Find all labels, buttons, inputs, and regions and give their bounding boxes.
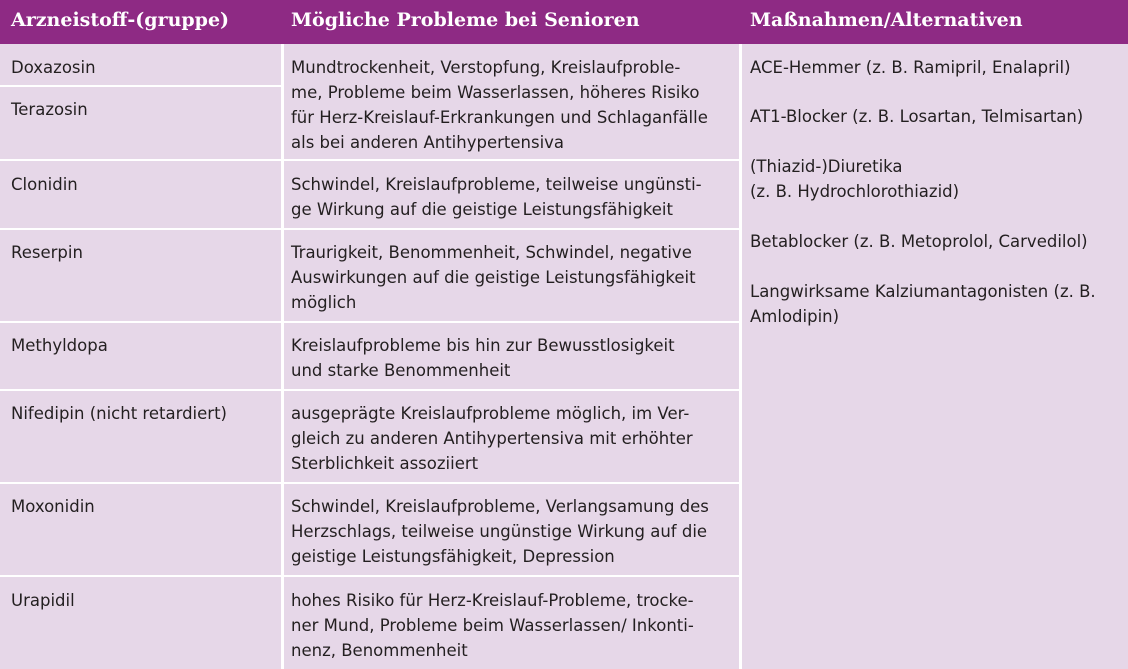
problem-line: Schwindel, Kreislaufprobleme, Verlangsamung des bbox=[291, 497, 709, 516]
problem-line: geistige Leistungsfähigkeit, Depression bbox=[291, 547, 615, 566]
row-divider bbox=[0, 85, 281, 87]
problem-line: me, Probleme beim Wasserlassen, höheres Risiko bbox=[291, 83, 700, 102]
drug-name: Methyldopa bbox=[11, 336, 108, 355]
drug-name: Urapidil bbox=[11, 591, 75, 610]
problem-text bbox=[291, 588, 736, 663]
alternative-line: AT1-Blocker (z. B. Losartan, Telmisartan) bbox=[750, 107, 1084, 126]
row-divider bbox=[0, 321, 741, 323]
drug-name: Clonidin bbox=[11, 175, 78, 194]
header-alternatives: Maßnahmen/Alternativen bbox=[750, 9, 1023, 31]
alternative-line: ACE-Hemmer (z. B. Ramipril, Enalapril) bbox=[750, 58, 1071, 77]
row-divider bbox=[0, 482, 741, 484]
problem-text bbox=[291, 494, 736, 569]
alternative-line: Langwirksame Kalziumantagonisten (z. B. bbox=[750, 282, 1096, 301]
problem-line: für Herz-Kreislauf-Erkrankungen und Schlaganfälle bbox=[291, 108, 708, 127]
problem-line: Schwindel, Kreislaufprobleme, teilweise ungünsti- bbox=[291, 175, 702, 194]
header-drug: Arzneistoff-(gruppe) bbox=[11, 9, 230, 31]
problem-text bbox=[291, 401, 736, 476]
problem-text bbox=[291, 333, 736, 383]
alternative-line: Amlodipin) bbox=[750, 307, 840, 326]
drug-name: Doxazosin bbox=[11, 58, 96, 77]
problem-line: ausgeprägte Kreislaufprobleme möglich, im Ver- bbox=[291, 404, 690, 423]
row-divider bbox=[0, 159, 741, 161]
problem-line: möglich bbox=[291, 293, 357, 312]
alternative-item bbox=[750, 104, 1120, 129]
row-divider bbox=[0, 575, 741, 577]
alternative-item bbox=[750, 154, 1120, 204]
table-header bbox=[0, 0, 1128, 44]
alternative-item bbox=[750, 55, 1120, 80]
problem-text bbox=[291, 55, 736, 155]
drug-name: Terazosin bbox=[11, 100, 88, 119]
alternative-line: Betablocker (z. B. Metoprolol, Carvedilol) bbox=[750, 232, 1088, 251]
alternative-item bbox=[750, 229, 1120, 254]
problem-line: Sterblichkeit assoziiert bbox=[291, 454, 479, 473]
alternative-item bbox=[750, 279, 1120, 329]
problem-line: Kreislaufprobleme bis hin zur Bewusstlosigkeit bbox=[291, 336, 675, 355]
alternative-line: (z. B. Hydrochlorothiazid) bbox=[750, 182, 960, 201]
problem-line: nenz, Benommenheit bbox=[291, 641, 468, 660]
header-problems: Mögliche Probleme bei Senioren bbox=[291, 9, 640, 31]
problem-line: Auswirkungen auf die geistige Leistungsfähigkeit bbox=[291, 268, 696, 287]
problem-line: und starke Benommenheit bbox=[291, 361, 511, 380]
problem-line: gleich zu anderen Antihypertensiva mit erhöhter bbox=[291, 429, 693, 448]
row-divider bbox=[0, 389, 741, 391]
problem-line: hohes Risiko für Herz-Kreislauf-Probleme, trocke- bbox=[291, 591, 694, 610]
problem-text bbox=[291, 172, 736, 222]
drug-name: Reserpin bbox=[11, 243, 83, 262]
problem-line: Mundtrockenheit, Verstopfung, Kreislaufproble- bbox=[291, 58, 681, 77]
problem-line: als bei anderen Antihypertensiva bbox=[291, 133, 565, 152]
drug-name: Nifedipin (nicht retardiert) bbox=[11, 404, 227, 423]
problem-line: ner Mund, Probleme beim Wasserlassen/ Inkonti- bbox=[291, 616, 694, 635]
problem-line: ge Wirkung auf die geistige Leistungsfähigkeit bbox=[291, 200, 673, 219]
problem-text bbox=[291, 240, 736, 315]
problem-line: Traurigkeit, Benommenheit, Schwindel, negative bbox=[291, 243, 692, 262]
problem-line: Herzschlags, teilweise ungünstige Wirkung auf die bbox=[291, 522, 708, 541]
drug-name: Moxonidin bbox=[11, 497, 95, 516]
row-divider bbox=[0, 228, 741, 230]
alternative-line: (Thiazid-)Diuretika bbox=[750, 157, 903, 176]
